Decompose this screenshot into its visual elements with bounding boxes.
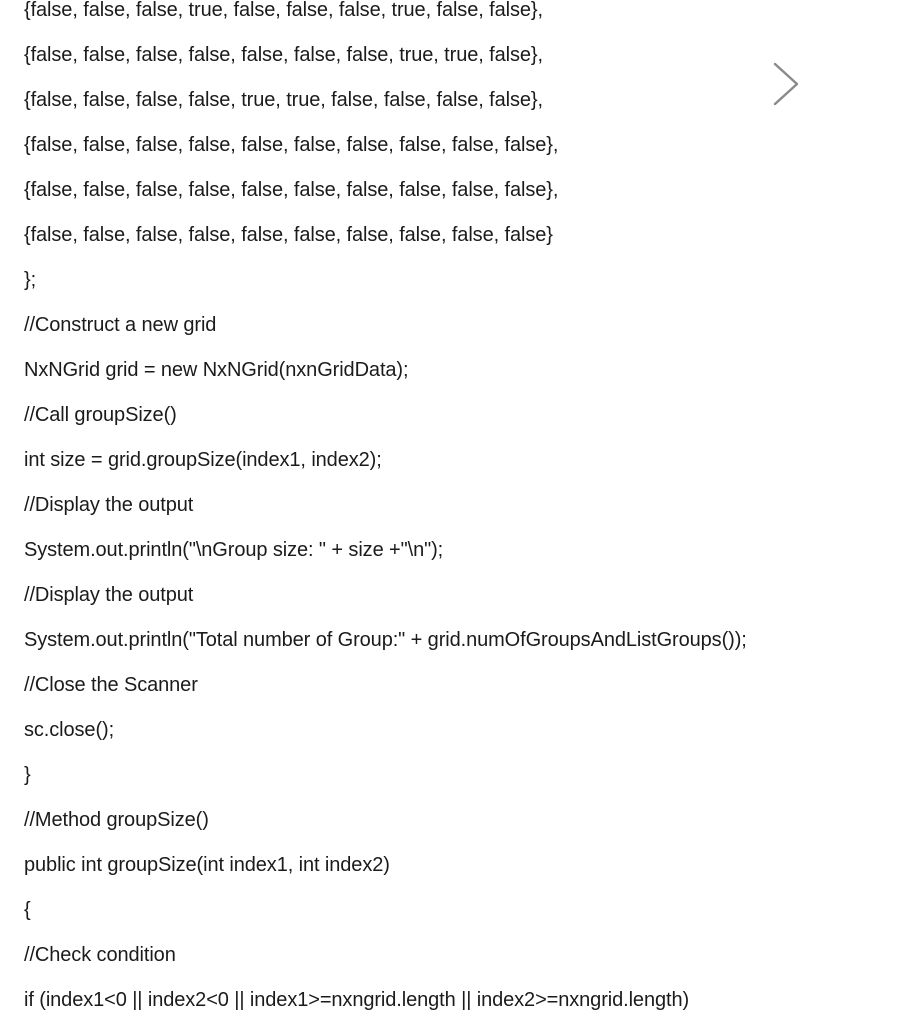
code-document <box>24 0 917 1033</box>
next-button[interactable] <box>766 60 806 108</box>
code-line: } <box>24 764 31 786</box>
code-line: NxNGrid grid = new NxNGrid(nxnGridData); <box>24 359 409 381</box>
code-comment: //Construct a new grid <box>24 314 217 336</box>
code-comment: //Check condition <box>24 944 176 966</box>
code-line: { <box>24 899 31 921</box>
code-line: int size = grid.groupSize(index1, index2); <box>24 449 382 471</box>
code-line: {false, false, false, false, false, false, false, true, true, false}, <box>24 44 543 66</box>
code-line: sc.close(); <box>24 719 115 741</box>
code-line: }; <box>24 269 37 291</box>
code-line: {false, false, false, false, false, false, false, false, false, false} <box>24 224 553 246</box>
code-line: {false, false, false, false, false, false, false, false, false, false}, <box>24 134 559 156</box>
code-comment: //Display the output <box>24 494 194 516</box>
code-comment: //Close the Scanner <box>24 674 198 696</box>
code-line: if (index1<0 || index2<0 || index1>=nxngrid.length || index2>=nxngrid.length) <box>24 989 690 1011</box>
code-line: System.out.println("\nGroup size: " + size +"\n"); <box>24 539 444 561</box>
code-comment: //Method groupSize() <box>24 809 209 831</box>
code-comment: //Call groupSize() <box>24 404 177 426</box>
code-line: public int groupSize(int index1, int index2) <box>24 854 390 876</box>
code-line: {false, false, false, true, false, false, false, true, false, false}, <box>24 0 543 21</box>
code-line: System.out.println("Total number of Group:" + grid.numOfGroupsAndListGroups()); <box>24 629 747 651</box>
code-line: {false, false, false, false, true, true, false, false, false, false}, <box>24 89 543 111</box>
code-comment: //Display the output <box>24 584 194 606</box>
chevron-right-icon <box>766 60 806 108</box>
code-line: {false, false, false, false, false, false, false, false, false, false}, <box>24 179 559 201</box>
